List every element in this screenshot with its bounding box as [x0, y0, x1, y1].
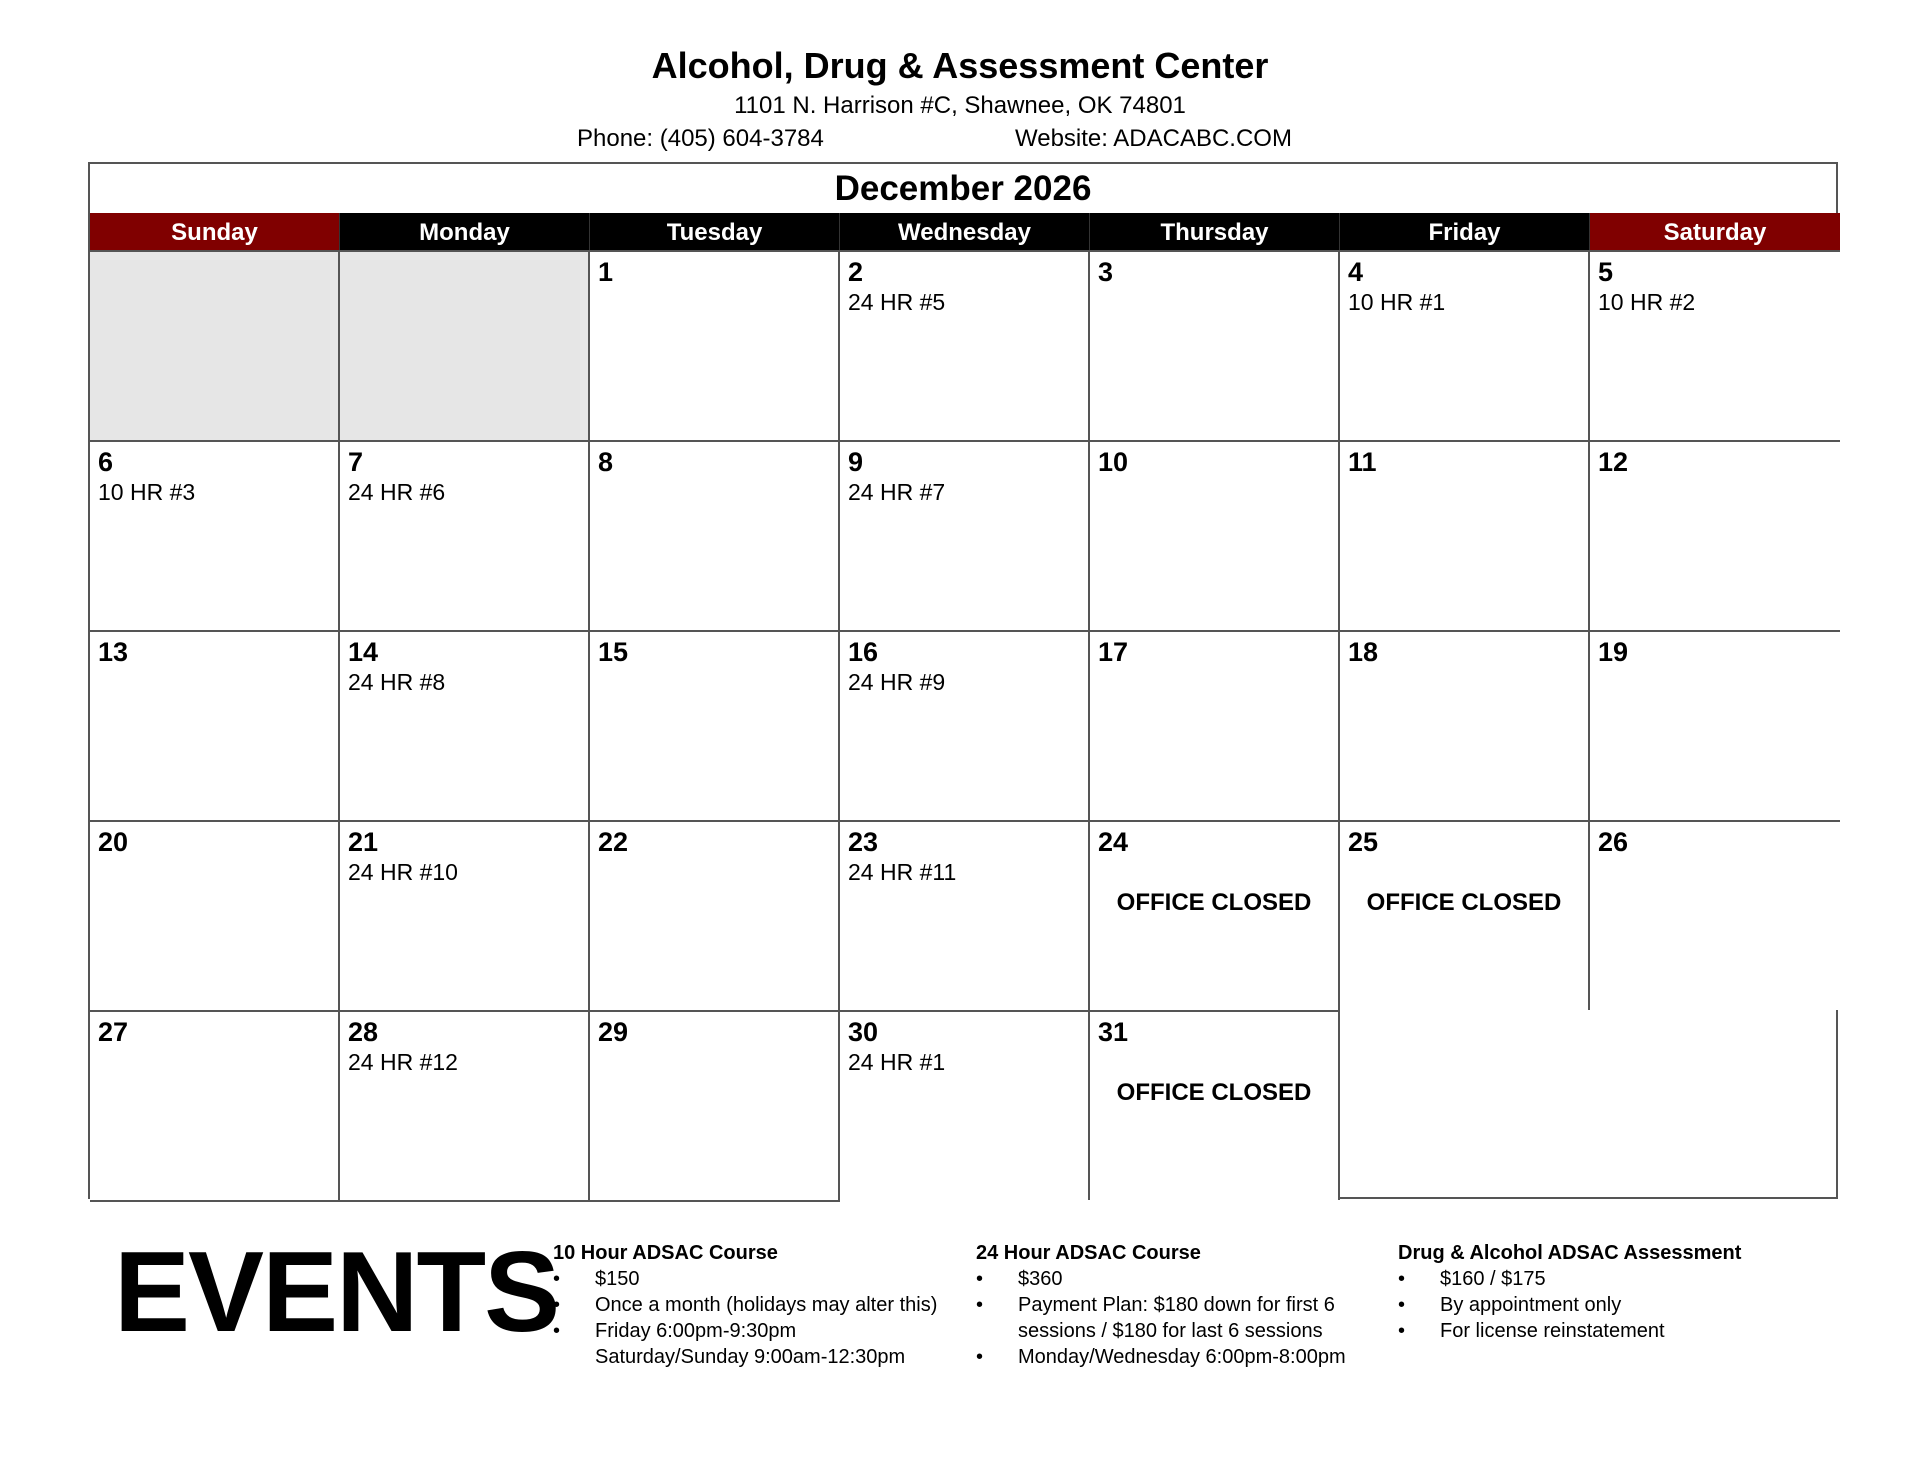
- day-cell: [90, 820, 340, 1010]
- day-number: 11: [1348, 447, 1377, 477]
- day-number: 14: [348, 637, 379, 667]
- day-event: 24 HR #9: [848, 669, 946, 695]
- dow-wednesday: Wednesday: [840, 213, 1090, 250]
- dow-tuesday: Tuesday: [590, 213, 840, 250]
- day-cell: [590, 820, 840, 1010]
- office-closed-label: OFFICE CLOSED: [1116, 889, 1312, 916]
- day-number: 5: [1598, 257, 1614, 287]
- info-item: • $150: [553, 1266, 953, 1292]
- day-cell: [840, 630, 1090, 820]
- day-cell: [1590, 820, 1840, 1010]
- info-title: Drug & Alcohol ADSAC Assessment: [1398, 1242, 1742, 1264]
- day-number: 31: [1098, 1017, 1129, 1047]
- day-event: 24 HR #5: [848, 289, 946, 315]
- day-of-week-header: [90, 213, 1836, 250]
- office-closed-label: OFFICE CLOSED: [1116, 1079, 1312, 1106]
- day-cell: [1090, 440, 1340, 630]
- dow-thursday: Thursday: [1090, 213, 1340, 250]
- day-cell: [590, 1010, 840, 1200]
- day-number: 13: [98, 637, 129, 667]
- day-event: 24 HR #7: [848, 479, 946, 505]
- day-number: 8: [598, 447, 614, 477]
- info-10-hour-course: [553, 1240, 953, 1370]
- day-cell: [840, 820, 1090, 1010]
- info-item: • $360: [976, 1266, 1376, 1292]
- events-heading: EVENTS: [114, 1229, 559, 1356]
- info-title: 10 Hour ADSAC Course: [553, 1242, 778, 1264]
- day-cell: [90, 440, 340, 630]
- day-number: 21: [348, 827, 379, 857]
- calendar: [88, 162, 1838, 1199]
- center-phone: Phone: (405) 604-3784: [577, 125, 824, 152]
- day-cell: [1340, 440, 1590, 630]
- day-number: 24: [1098, 827, 1129, 857]
- day-cell: [590, 440, 840, 630]
- day-number: 23: [848, 827, 879, 857]
- day-number: 18: [1348, 637, 1379, 667]
- day-cell: [340, 630, 590, 820]
- day-cell: [1090, 1010, 1340, 1200]
- day-cell: [1590, 630, 1840, 820]
- center-website: Website: ADACABC.COM: [1015, 125, 1292, 152]
- day-cell: [840, 1010, 1090, 1200]
- day-number: 3: [1098, 257, 1114, 287]
- day-number: 27: [98, 1017, 129, 1047]
- day-cell: [1090, 630, 1340, 820]
- office-closed-label: OFFICE CLOSED: [1366, 889, 1562, 916]
- day-cell: [590, 250, 840, 440]
- dow-friday: Friday: [1340, 213, 1590, 250]
- day-number: 9: [848, 447, 864, 477]
- info-assessment: [1398, 1240, 1818, 1344]
- center-title: Alcohol, Drug & Assessment Center: [651, 45, 1269, 86]
- info-list: [553, 1266, 953, 1370]
- center-address: 1101 N. Harrison #C, Shawnee, OK 74801: [734, 92, 1186, 119]
- info-list: [1398, 1266, 1818, 1344]
- day-cell: [1340, 630, 1590, 820]
- day-number: 19: [1598, 637, 1629, 667]
- day-number: 29: [598, 1017, 629, 1047]
- dow-monday: Monday: [340, 213, 590, 250]
- day-number: 22: [598, 827, 629, 857]
- day-cell: [90, 630, 340, 820]
- day-cell: [1590, 250, 1840, 440]
- day-cell: [1090, 250, 1340, 440]
- blank-cell: [340, 250, 590, 440]
- info-title: 24 Hour ADSAC Course: [976, 1242, 1201, 1264]
- calendar-grid: [90, 250, 1836, 1202]
- day-number: 12: [1598, 447, 1629, 477]
- day-number: 25: [1348, 827, 1379, 857]
- day-number: 28: [348, 1017, 379, 1047]
- info-list: [976, 1266, 1376, 1370]
- day-cell: [1590, 440, 1840, 630]
- info-item: • $160 / $175: [1398, 1266, 1818, 1292]
- day-cell: [1340, 250, 1590, 440]
- info-item: • Friday 6:00pm-9:30pm Saturday/Sunday 9:00am-12:30pm: [553, 1318, 953, 1370]
- day-number: 10: [1098, 447, 1129, 477]
- dow-saturday: Saturday: [1590, 213, 1840, 250]
- day-cell: [590, 630, 840, 820]
- day-event: 24 HR #10: [348, 859, 458, 885]
- day-event: 24 HR #1: [848, 1049, 946, 1075]
- day-number: 30: [848, 1017, 879, 1047]
- day-cell: [1090, 820, 1340, 1010]
- day-number: 4: [1348, 257, 1364, 287]
- blank-cell: [90, 250, 340, 440]
- day-number: 15: [598, 637, 629, 667]
- blank-cell: [90, 1200, 840, 1202]
- dow-sunday: Sunday: [90, 213, 340, 250]
- day-event: 10 HR #3: [98, 479, 196, 505]
- day-event: 24 HR #8: [348, 669, 446, 695]
- info-item: • Once a month (holidays may alter this): [553, 1292, 953, 1318]
- info-24-hour-course: [976, 1240, 1376, 1370]
- day-cell: [90, 1010, 340, 1200]
- day-event: 10 HR #2: [1598, 289, 1696, 315]
- day-cell: [1340, 820, 1590, 1010]
- day-number: 26: [1598, 827, 1629, 857]
- day-event: 24 HR #6: [348, 479, 446, 505]
- day-number: 17: [1098, 637, 1129, 667]
- info-item: • For license reinstatement: [1398, 1318, 1818, 1344]
- day-number: 6: [98, 447, 114, 477]
- day-event: 10 HR #1: [1348, 289, 1446, 315]
- day-number: 7: [348, 447, 364, 477]
- day-number: 16: [848, 637, 879, 667]
- month-title: December 2026: [834, 169, 1092, 208]
- info-item: • Payment Plan: $180 down for first 6 sessions / $180 for last 6 sessions: [976, 1292, 1376, 1344]
- day-event: 24 HR #12: [348, 1049, 458, 1075]
- day-number: 2: [848, 257, 864, 287]
- day-number: 20: [98, 827, 129, 857]
- day-cell: [340, 820, 590, 1010]
- info-item: • Monday/Wednesday 6:00pm-8:00pm: [976, 1344, 1376, 1370]
- info-item: • By appointment only: [1398, 1292, 1818, 1318]
- day-number: 1: [598, 257, 614, 287]
- day-event: 24 HR #11: [848, 859, 957, 885]
- day-cell: [340, 440, 590, 630]
- day-cell: [340, 1010, 590, 1200]
- day-cell: [840, 440, 1090, 630]
- day-cell: [840, 250, 1090, 440]
